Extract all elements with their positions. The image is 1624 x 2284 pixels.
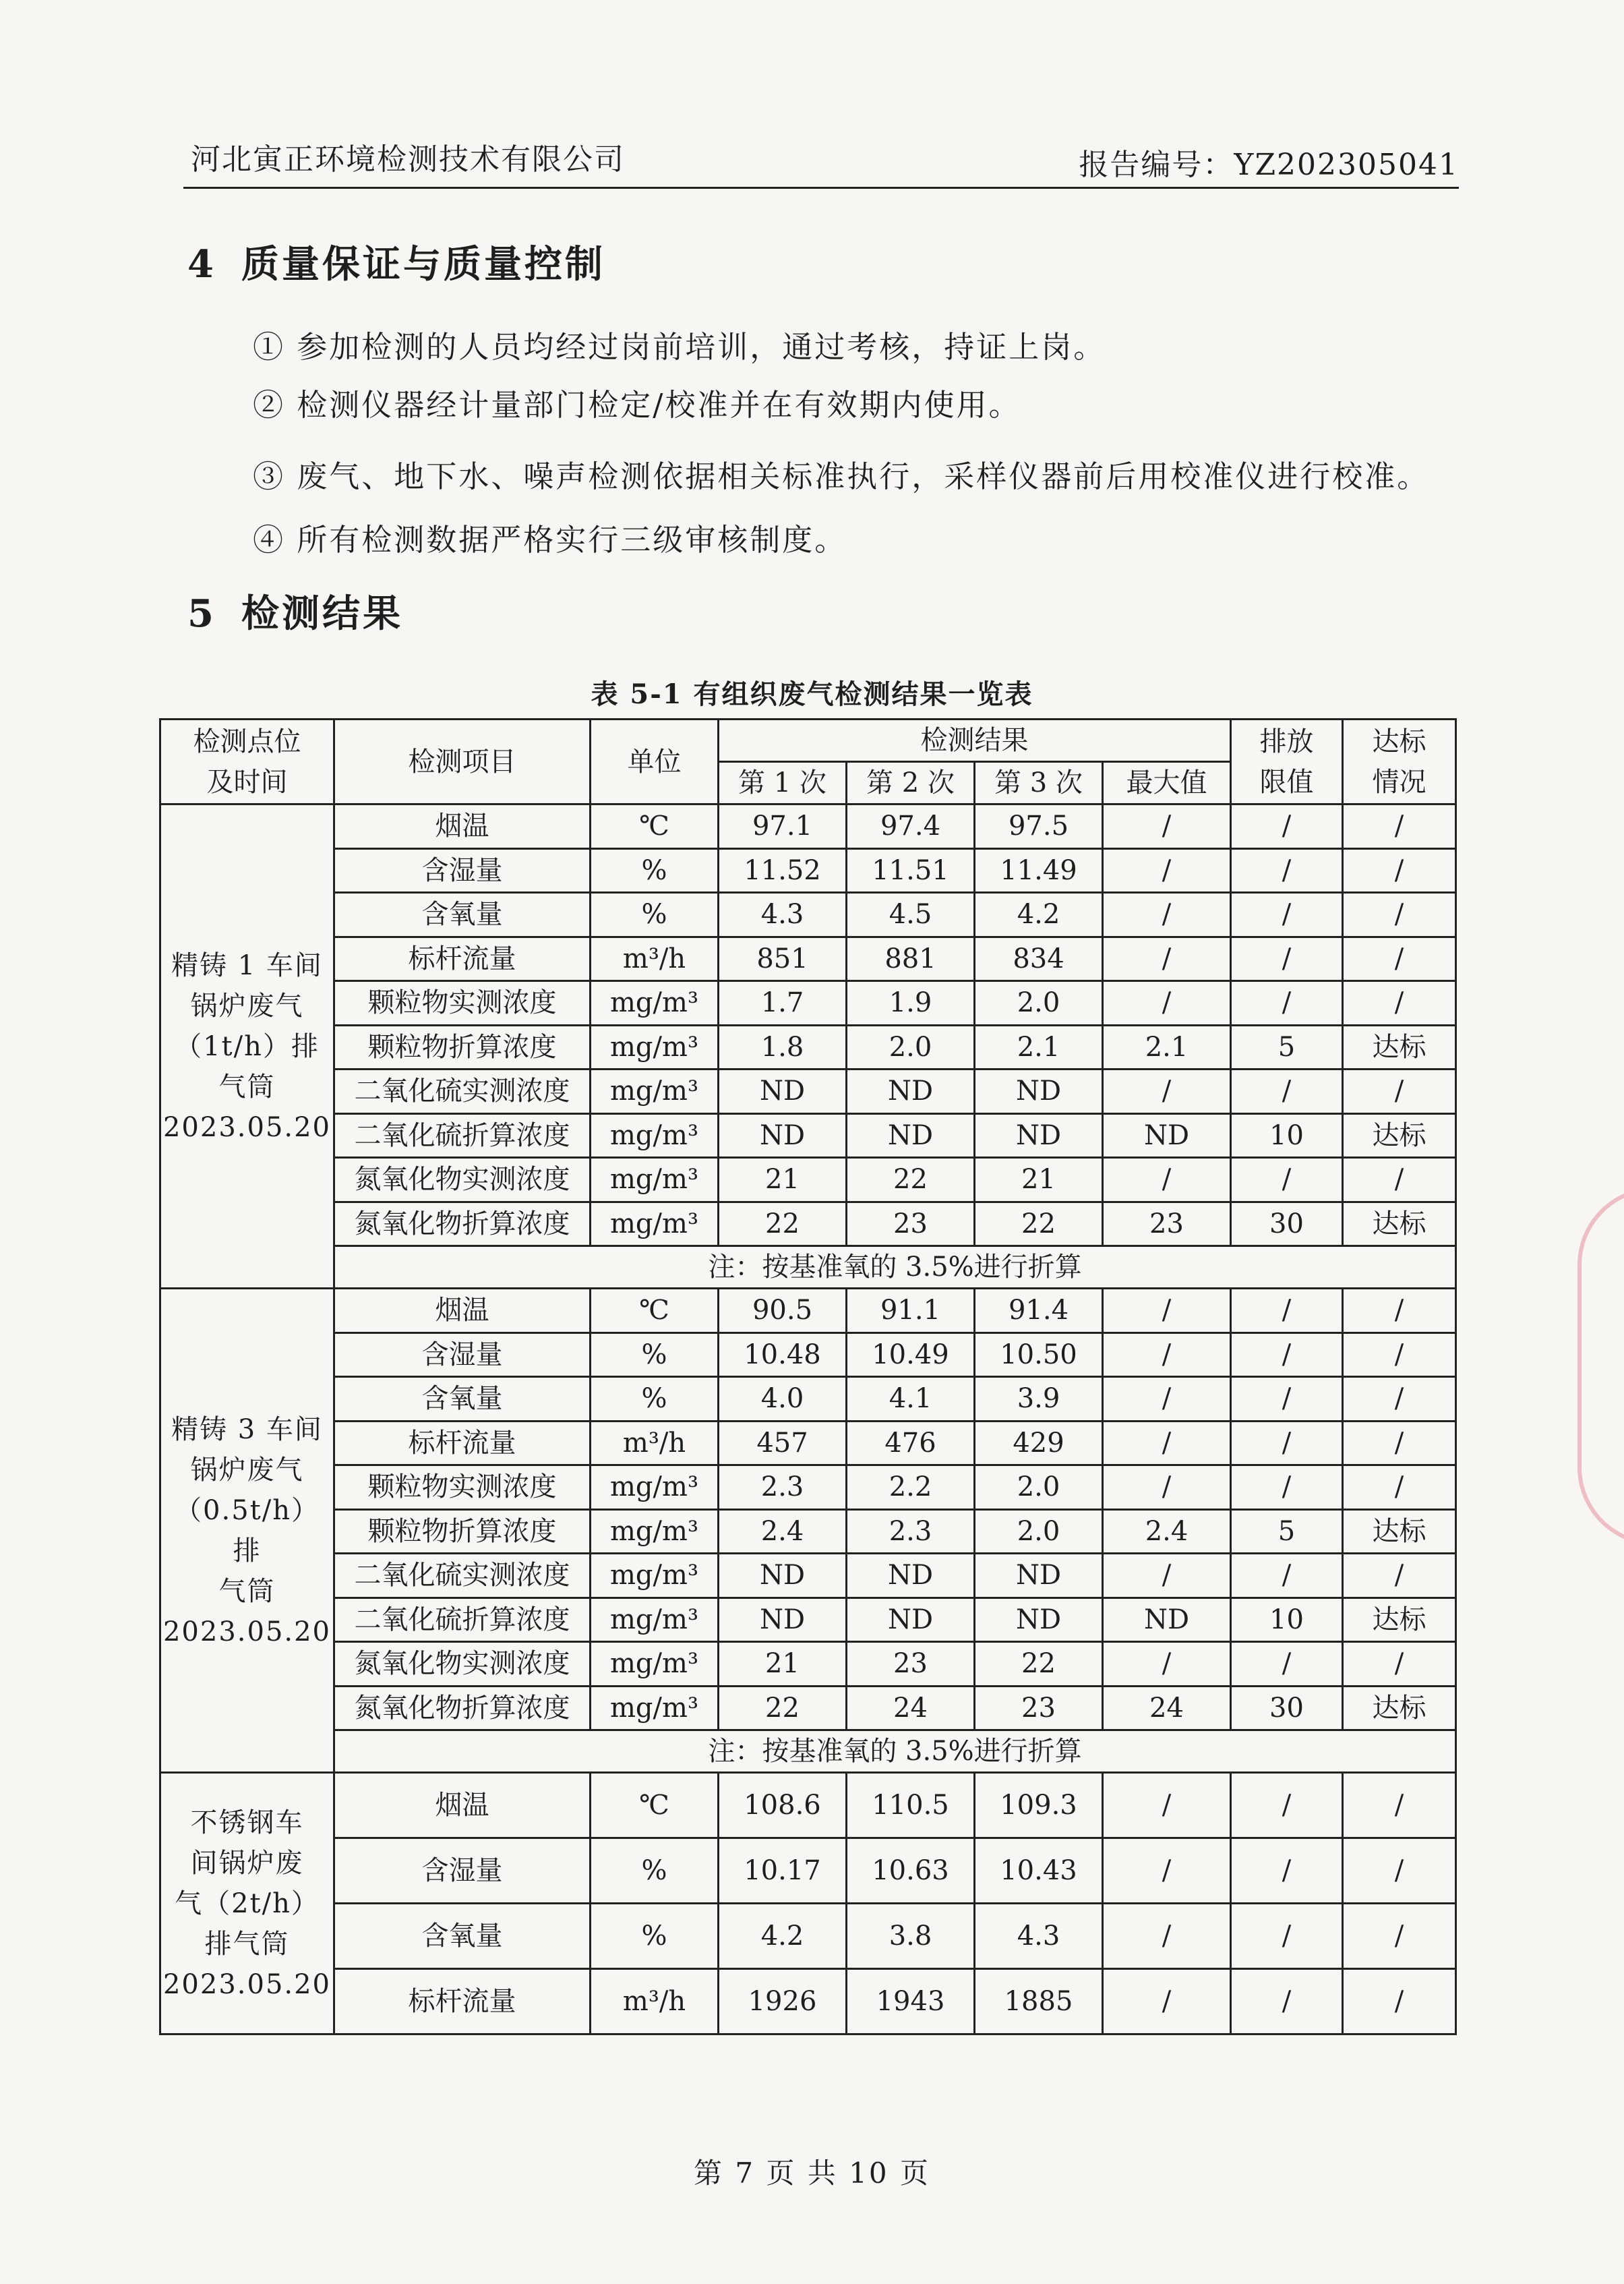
- r3-cell: 22: [975, 1202, 1103, 1246]
- item-cell: 颗粒物折算浓度: [334, 1509, 591, 1554]
- item-cell: 含湿量: [334, 1838, 591, 1904]
- status-cell: 达标: [1343, 1202, 1456, 1246]
- r3-cell: 22: [975, 1642, 1103, 1687]
- unit-cell: mg/m³: [591, 1158, 719, 1202]
- page-footer: 第 7 页 共 10 页: [694, 2157, 930, 2190]
- r3-cell: 2.0: [975, 1465, 1103, 1510]
- table-row: [160, 1642, 1456, 1687]
- max-cell: 23: [1103, 1202, 1231, 1246]
- r3-cell: 23: [975, 1686, 1103, 1730]
- status-cell: 达标: [1343, 1113, 1456, 1158]
- note-row: [160, 1246, 1456, 1289]
- max-cell: /: [1103, 1465, 1231, 1510]
- unit-cell: mg/m³: [591, 1509, 719, 1554]
- unit-cell: %: [591, 893, 719, 937]
- limit-cell: /: [1231, 804, 1343, 849]
- qa-item-3: ③ 废气、地下水、噪声检测依据相关标准执行，采样仪器前后用校准仪进行校准。: [253, 459, 1430, 494]
- status-cell: /: [1343, 1158, 1456, 1202]
- status-cell: /: [1343, 1904, 1456, 1969]
- item-cell: 二氧化硫实测浓度: [334, 1070, 591, 1114]
- table-row: [160, 1904, 1456, 1969]
- r2-cell: 10.49: [847, 1333, 975, 1377]
- table-row: [160, 1202, 1456, 1246]
- status-cell: /: [1343, 848, 1456, 893]
- table-row: [160, 1158, 1456, 1202]
- max-cell: /: [1103, 1642, 1231, 1687]
- seal-stamp-partial: [1577, 1187, 1624, 1546]
- r2-cell: 1943: [847, 1969, 975, 2034]
- table-row: [160, 1025, 1456, 1070]
- status-cell: /: [1343, 1969, 1456, 2034]
- item-cell: 颗粒物折算浓度: [334, 1025, 591, 1070]
- unit-cell: %: [591, 1377, 719, 1422]
- r1-cell: 1926: [719, 1969, 847, 2034]
- unit-cell: m³/h: [591, 1969, 719, 2034]
- limit-cell: 30: [1231, 1686, 1343, 1730]
- r2-cell: ND: [847, 1070, 975, 1114]
- table-row: [160, 1333, 1456, 1377]
- limit-cell: /: [1231, 893, 1343, 937]
- item-cell: 二氧化硫折算浓度: [334, 1113, 591, 1158]
- max-cell: /: [1103, 1773, 1231, 1838]
- header-site: 检测点位 及时间: [160, 720, 334, 804]
- limit-cell: /: [1231, 1773, 1343, 1838]
- qa-item-1: ① 参加检测的人员均经过岗前培训，通过考核，持证上岗。: [253, 329, 1106, 365]
- status-cell: 达标: [1343, 1686, 1456, 1730]
- r2-cell: 23: [847, 1642, 975, 1687]
- r2-cell: 2.3: [847, 1509, 975, 1554]
- max-cell: /: [1103, 1070, 1231, 1114]
- unit-cell: mg/m³: [591, 1202, 719, 1246]
- status-cell: /: [1343, 1642, 1456, 1687]
- r1-cell: 90.5: [719, 1289, 847, 1333]
- status-cell: /: [1343, 1465, 1456, 1510]
- limit-cell: 5: [1231, 1025, 1343, 1070]
- r2-cell: 23: [847, 1202, 975, 1246]
- table-row: [160, 1113, 1456, 1158]
- r1-cell: ND: [719, 1598, 847, 1642]
- r2-cell: ND: [847, 1113, 975, 1158]
- header-item: 检测项目: [334, 720, 591, 804]
- r1-cell: 108.6: [719, 1773, 847, 1838]
- item-cell: 烟温: [334, 804, 591, 849]
- r3-cell: 1885: [975, 1969, 1103, 2034]
- r3-cell: 11.49: [975, 848, 1103, 893]
- limit-cell: /: [1231, 1158, 1343, 1202]
- r1-cell: 4.2: [719, 1904, 847, 1969]
- table-row: [160, 1377, 1456, 1422]
- header-rule: [183, 187, 1459, 189]
- unit-cell: mg/m³: [591, 1025, 719, 1070]
- r1-cell: 851: [719, 937, 847, 981]
- table-row: [160, 893, 1456, 937]
- item-cell: 氮氧化物折算浓度: [334, 1202, 591, 1246]
- unit-cell: mg/m³: [591, 1554, 719, 1598]
- unit-cell: m³/h: [591, 1421, 719, 1465]
- limit-cell: 10: [1231, 1113, 1343, 1158]
- r1-cell: 22: [719, 1202, 847, 1246]
- max-cell: /: [1103, 937, 1231, 981]
- r3-cell: 2.0: [975, 1509, 1103, 1554]
- item-cell: 氮氧化物实测浓度: [334, 1158, 591, 1202]
- max-cell: /: [1103, 848, 1231, 893]
- max-cell: ND: [1103, 1113, 1231, 1158]
- limit-cell: /: [1231, 1642, 1343, 1687]
- limit-cell: 30: [1231, 1202, 1343, 1246]
- status-cell: /: [1343, 804, 1456, 849]
- status-cell: 达标: [1343, 1509, 1456, 1554]
- table-row: [160, 1421, 1456, 1465]
- r1-cell: 21: [719, 1642, 847, 1687]
- note-row: [160, 1730, 1456, 1773]
- status-cell: /: [1343, 1070, 1456, 1114]
- r1-cell: 10.17: [719, 1838, 847, 1904]
- status-cell: /: [1343, 1333, 1456, 1377]
- r3-cell: 91.4: [975, 1289, 1103, 1333]
- header-status: 达标 情况: [1343, 720, 1456, 804]
- r1-cell: 4.0: [719, 1377, 847, 1422]
- unit-cell: ℃: [591, 1289, 719, 1333]
- max-cell: ND: [1103, 1598, 1231, 1642]
- r3-cell: 10.50: [975, 1333, 1103, 1377]
- site-cell: 不锈钢车 间锅炉废 气（2t/h） 排气筒 2023.05.20: [160, 1773, 334, 2034]
- r1-cell: ND: [719, 1070, 847, 1114]
- r3-cell: 4.2: [975, 893, 1103, 937]
- r3-cell: 2.1: [975, 1025, 1103, 1070]
- qa-item-2: ② 检测仪器经计量部门检定/校准并在有效期内使用。: [253, 387, 1021, 423]
- item-cell: 标杆流量: [334, 1969, 591, 2034]
- header-r3: 第 3 次: [975, 762, 1103, 804]
- status-cell: /: [1343, 1773, 1456, 1838]
- note-cell: 注：按基准氧的 3.5%进行折算: [334, 1730, 1456, 1773]
- table-row: [160, 848, 1456, 893]
- section-4-heading: [187, 235, 605, 289]
- emission-results-table: [159, 718, 1457, 2035]
- unit-cell: %: [591, 1838, 719, 1904]
- max-cell: /: [1103, 1554, 1231, 1598]
- table-body: [160, 720, 1456, 2034]
- r3-cell: 109.3: [975, 1773, 1103, 1838]
- max-cell: /: [1103, 981, 1231, 1026]
- section-5-title: 检测结果: [241, 591, 403, 636]
- status-cell: 达标: [1343, 1025, 1456, 1070]
- max-cell: /: [1103, 1158, 1231, 1202]
- table-row: [160, 1509, 1456, 1554]
- table-row: [160, 804, 1456, 849]
- r3-cell: ND: [975, 1070, 1103, 1114]
- unit-cell: mg/m³: [591, 1642, 719, 1687]
- qa-item-4: ④ 所有检测数据严格实行三级审核制度。: [253, 522, 847, 558]
- limit-cell: /: [1231, 1289, 1343, 1333]
- header-r1: 第 1 次: [719, 762, 847, 804]
- r2-cell: ND: [847, 1554, 975, 1598]
- r2-cell: 110.5: [847, 1773, 975, 1838]
- header-row-1: [160, 720, 1456, 762]
- r1-cell: 1.8: [719, 1025, 847, 1070]
- max-cell: /: [1103, 1377, 1231, 1422]
- unit-cell: mg/m³: [591, 1113, 719, 1158]
- header-limit: 排放 限值: [1231, 720, 1343, 804]
- unit-cell: mg/m³: [591, 981, 719, 1026]
- limit-cell: /: [1231, 981, 1343, 1026]
- unit-cell: %: [591, 848, 719, 893]
- r3-cell: 21: [975, 1158, 1103, 1202]
- r1-cell: ND: [719, 1554, 847, 1598]
- item-cell: 含氧量: [334, 1377, 591, 1422]
- item-cell: 标杆流量: [334, 1421, 591, 1465]
- unit-cell: %: [591, 1904, 719, 1969]
- r2-cell: 476: [847, 1421, 975, 1465]
- company-name: 河北寅正环境检测技术有限公司: [191, 142, 625, 177]
- r1-cell: 10.48: [719, 1333, 847, 1377]
- status-cell: /: [1343, 981, 1456, 1026]
- status-cell: /: [1343, 893, 1456, 937]
- table-row: [160, 1465, 1456, 1510]
- r1-cell: 457: [719, 1421, 847, 1465]
- limit-cell: /: [1231, 1904, 1343, 1969]
- item-cell: 含氧量: [334, 893, 591, 937]
- max-cell: /: [1103, 1421, 1231, 1465]
- r1-cell: 2.3: [719, 1465, 847, 1510]
- table-row: [160, 1838, 1456, 1904]
- r2-cell: 10.63: [847, 1838, 975, 1904]
- unit-cell: ℃: [591, 804, 719, 849]
- unit-cell: mg/m³: [591, 1070, 719, 1114]
- r2-cell: 1.9: [847, 981, 975, 1026]
- max-cell: /: [1103, 1838, 1231, 1904]
- limit-cell: /: [1231, 848, 1343, 893]
- unit-cell: m³/h: [591, 937, 719, 981]
- header-unit: 单位: [591, 720, 719, 804]
- limit-cell: /: [1231, 1333, 1343, 1377]
- section-4-title: 质量保证与质量控制: [241, 242, 605, 287]
- max-cell: /: [1103, 1969, 1231, 2034]
- table-row: [160, 1289, 1456, 1333]
- note-cell: 注：按基准氧的 3.5%进行折算: [334, 1246, 1456, 1289]
- max-cell: /: [1103, 1904, 1231, 1969]
- r3-cell: ND: [975, 1554, 1103, 1598]
- item-cell: 颗粒物实测浓度: [334, 981, 591, 1026]
- table-row: [160, 1686, 1456, 1730]
- r2-cell: 4.5: [847, 893, 975, 937]
- status-cell: 达标: [1343, 1598, 1456, 1642]
- r1-cell: 1.7: [719, 981, 847, 1026]
- r3-cell: 10.43: [975, 1838, 1103, 1904]
- r2-cell: ND: [847, 1598, 975, 1642]
- item-cell: 氮氧化物实测浓度: [334, 1642, 591, 1687]
- header-results: 检测结果: [719, 720, 1231, 762]
- table-caption: 表 5-1 有组织废气检测结果一览表: [591, 678, 1033, 710]
- header-r2: 第 2 次: [847, 762, 975, 804]
- item-cell: 氮氧化物折算浓度: [334, 1686, 591, 1730]
- r2-cell: 2.0: [847, 1025, 975, 1070]
- item-cell: 含湿量: [334, 1333, 591, 1377]
- max-cell: 24: [1103, 1686, 1231, 1730]
- r2-cell: 91.1: [847, 1289, 975, 1333]
- limit-cell: 5: [1231, 1509, 1343, 1554]
- site-cell: 精铸 1 车间 锅炉废气 （1t/h）排 气筒 2023.05.20: [160, 804, 334, 1289]
- r2-cell: 2.2: [847, 1465, 975, 1510]
- section-5-number: 5: [187, 591, 216, 636]
- table-row: [160, 981, 1456, 1026]
- table-row: [160, 1773, 1456, 1838]
- r3-cell: ND: [975, 1113, 1103, 1158]
- r2-cell: 4.1: [847, 1377, 975, 1422]
- r1-cell: ND: [719, 1113, 847, 1158]
- item-cell: 烟温: [334, 1773, 591, 1838]
- status-cell: /: [1343, 1289, 1456, 1333]
- r3-cell: ND: [975, 1598, 1103, 1642]
- r2-cell: 22: [847, 1158, 975, 1202]
- status-cell: /: [1343, 1421, 1456, 1465]
- status-cell: /: [1343, 1377, 1456, 1422]
- status-cell: /: [1343, 1554, 1456, 1598]
- table-row: [160, 1969, 1456, 2034]
- r2-cell: 3.8: [847, 1904, 975, 1969]
- r1-cell: 4.3: [719, 893, 847, 937]
- r3-cell: 4.3: [975, 1904, 1103, 1969]
- item-cell: 烟温: [334, 1289, 591, 1333]
- limit-cell: /: [1231, 937, 1343, 981]
- item-cell: 含湿量: [334, 848, 591, 893]
- item-cell: 二氧化硫折算浓度: [334, 1598, 591, 1642]
- r3-cell: 97.5: [975, 804, 1103, 849]
- item-cell: 二氧化硫实测浓度: [334, 1554, 591, 1598]
- table-row: [160, 1554, 1456, 1598]
- limit-cell: /: [1231, 1377, 1343, 1422]
- r3-cell: 3.9: [975, 1377, 1103, 1422]
- item-cell: 含氧量: [334, 1904, 591, 1969]
- limit-cell: /: [1231, 1838, 1343, 1904]
- limit-cell: 10: [1231, 1598, 1343, 1642]
- unit-cell: ℃: [591, 1773, 719, 1838]
- r1-cell: 2.4: [719, 1509, 847, 1554]
- r2-cell: 97.4: [847, 804, 975, 849]
- section-5-heading: [187, 584, 403, 638]
- r3-cell: 834: [975, 937, 1103, 981]
- item-cell: 标杆流量: [334, 937, 591, 981]
- unit-cell: %: [591, 1333, 719, 1377]
- r2-cell: 881: [847, 937, 975, 981]
- header-max: 最大值: [1103, 762, 1231, 804]
- limit-cell: /: [1231, 1969, 1343, 2034]
- table-row: [160, 937, 1456, 981]
- limit-cell: /: [1231, 1465, 1343, 1510]
- limit-cell: /: [1231, 1421, 1343, 1465]
- unit-cell: mg/m³: [591, 1598, 719, 1642]
- unit-cell: mg/m³: [591, 1465, 719, 1510]
- r1-cell: 21: [719, 1158, 847, 1202]
- item-cell: 颗粒物实测浓度: [334, 1465, 591, 1510]
- r3-cell: 429: [975, 1421, 1103, 1465]
- r1-cell: 22: [719, 1686, 847, 1730]
- site-cell: 精铸 3 车间 锅炉废气 （0.5t/h）排 气筒 2023.05.20: [160, 1289, 334, 1773]
- r2-cell: 24: [847, 1686, 975, 1730]
- max-cell: /: [1103, 1333, 1231, 1377]
- max-cell: /: [1103, 1289, 1231, 1333]
- unit-cell: mg/m³: [591, 1686, 719, 1730]
- r2-cell: 11.51: [847, 848, 975, 893]
- max-cell: /: [1103, 804, 1231, 849]
- section-4-number: 4: [187, 242, 216, 287]
- max-cell: 2.1: [1103, 1025, 1231, 1070]
- r1-cell: 11.52: [719, 848, 847, 893]
- table-row: [160, 1598, 1456, 1642]
- status-cell: /: [1343, 1838, 1456, 1904]
- report-number: 报告编号：YZ202305041: [1079, 148, 1459, 182]
- max-cell: 2.4: [1103, 1509, 1231, 1554]
- status-cell: /: [1343, 937, 1456, 981]
- r3-cell: 2.0: [975, 981, 1103, 1026]
- limit-cell: /: [1231, 1070, 1343, 1114]
- r1-cell: 97.1: [719, 804, 847, 849]
- table-row: [160, 1070, 1456, 1114]
- limit-cell: /: [1231, 1554, 1343, 1598]
- max-cell: /: [1103, 893, 1231, 937]
